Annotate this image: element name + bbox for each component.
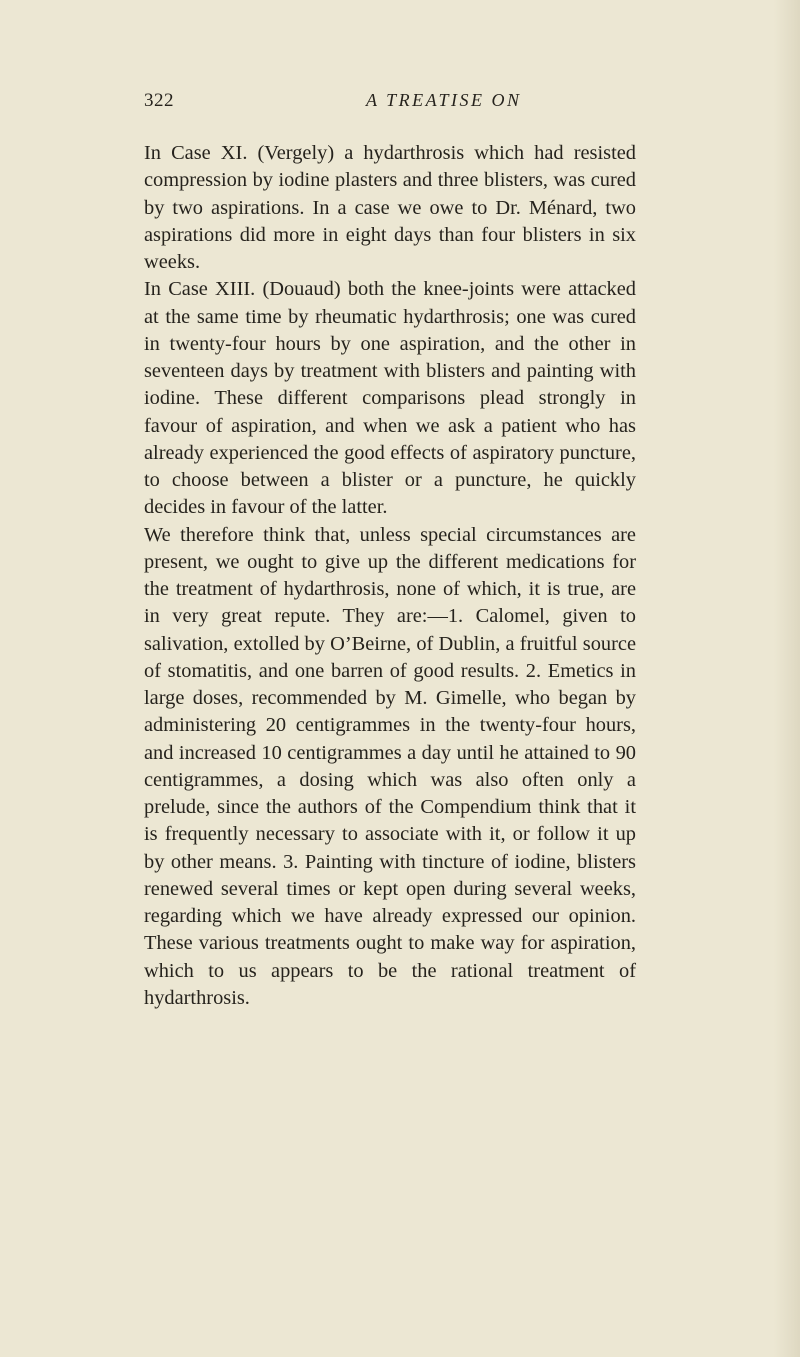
paragraph-case-xiii: In Case XIII. (Douaud) both the knee-joints were attacked at the same time by rheumatic hydarthrosis; one was cured in twenty-four hours by one aspiration, and the other in seventeen days by treatment with blisters and painting with iodine. These different comparisons plead strongly in favour of aspiration, and when we ask a patient who has already experienced the good effects of aspiratory puncture, to choose between a blister or a puncture, he quickly decides in favour of the latter. [144,278,636,519]
running-title: A TREATISE ON [366,90,522,110]
paragraph-medications: We therefore think that, unless special circumstances are present, we ought to give up the different medications for the treatment of hydarthrosis, none of which, it is true, are in very great repute. They are:—1. Calomel, given to salivation, extolled by O’Beirne, of Dublin, a fruitful source of stomatitis, and one barren of good results. 2. Emetics in large doses, recommended by M. Gimelle, who began by administering 20 centigrammes in the twenty-four hours, and increased 10 centigrammes a day until he attained to 90 centigrammes, a dosing which was also often only a prelude, since the authors of the Compendium think that it is frequently necessary to associate with it, or follow it up by other means. 3. Painting with tincture of iodine, blisters renewed several times or kept open during several weeks, regarding which we have already expressed our opinion. These various treatments ought to make way for aspiration, which to us appears to be the rational treatment of hydarthrosis. [144,523,636,1009]
paragraph-case-xi: In Case XI. (Vergely) a hydarthrosis which had resisted compression by iodine plasters and three blisters, was cured by two aspirations. In a case we owe to Dr. Ménard, two aspirations did more in eight days than four blisters in six weeks. [144,142,636,273]
running-head [144,90,634,122]
body-text [144,140,636,1012]
page-edge-shadow [774,0,800,1357]
page-number: 322 [144,90,174,111]
